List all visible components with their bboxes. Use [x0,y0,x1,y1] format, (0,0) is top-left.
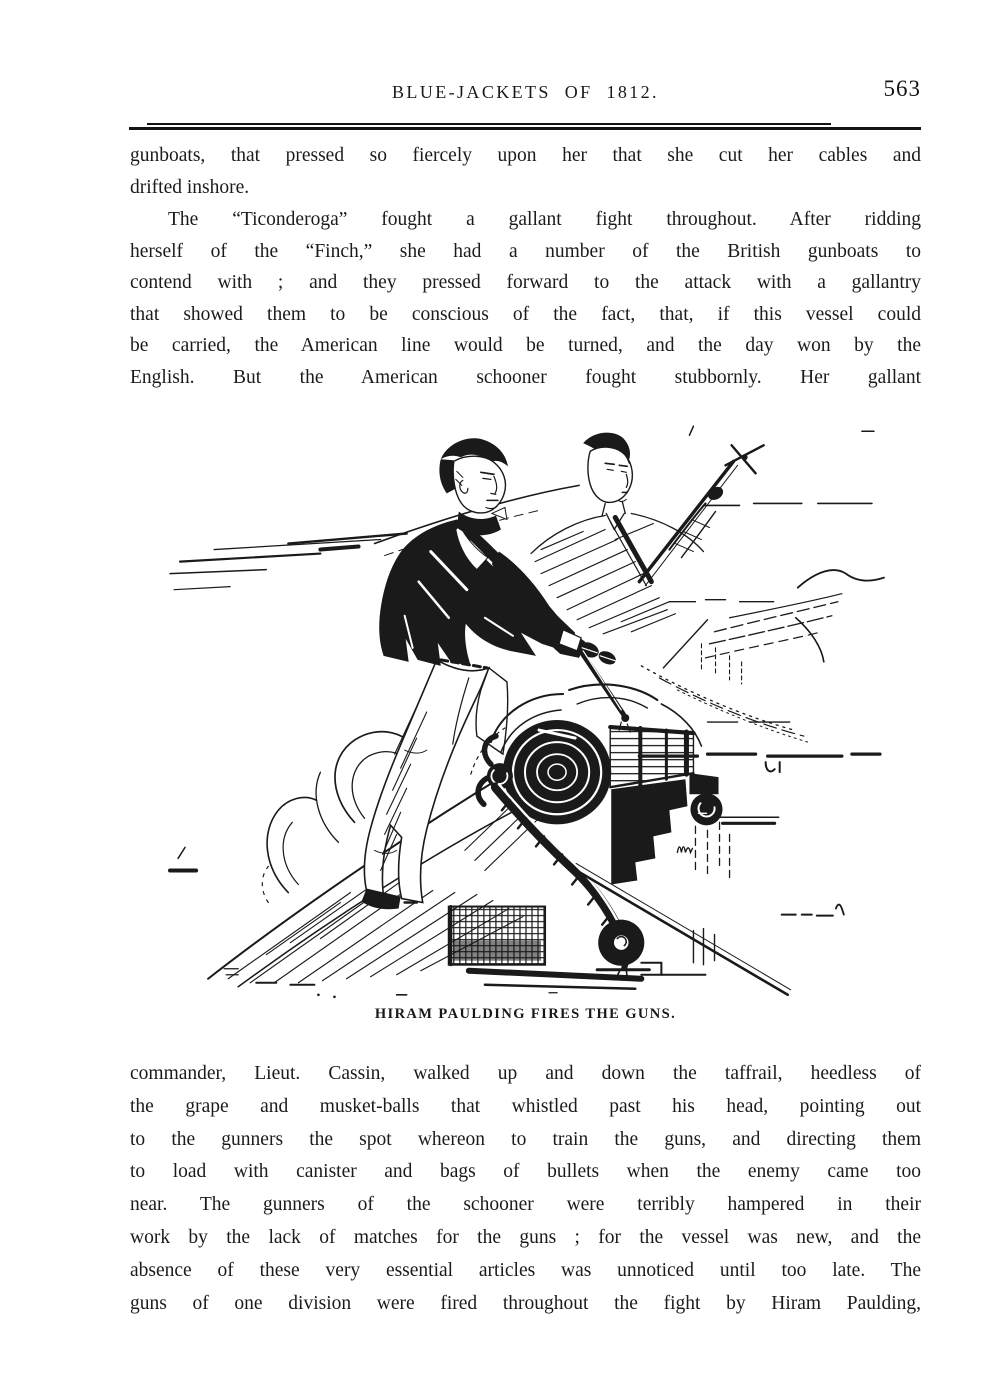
text-line: commander, Lieut. Cassin, walked up and down the taffrail, heedless of [130,1063,921,1084]
paragraph-2 [130,204,921,394]
text-line: to the gunners the spot whereon to train the guns, and directing them [130,1128,921,1150]
text-line: English. But the American schooner fought stubbornly. Her gallant [130,366,921,388]
paragraph-3 [130,1058,921,1320]
text-line: gunboats, that pressed so fiercely upon her that she cut her cables and [130,145,921,166]
figure-officer [362,438,631,909]
text-line: work by the lack of matches for the guns ; for the vessel was new, and the [130,1226,921,1248]
text-line: guns of one division were fired throughout the fight by Hiram Paulding, [130,1292,921,1314]
text-line: herself of the “Finch,” she had a number of the British gunboats to [130,240,921,262]
text-line: absence of these very essential articles was unnoticed until too late. The [130,1259,921,1281]
text-line: contend with ; and they pressed forward to the attack with a gallantry [130,272,921,294]
figure-sailor [531,433,764,634]
text-line: to load with canister and bags of bullets when the enemy came too [130,1161,921,1183]
text-line: drifted inshore. [130,177,250,198]
text-line: be carried, the American line would be turned, and the day won by the [130,335,921,357]
text-line: the grape and musket-balls that whistled past his head, pointing out [130,1095,921,1117]
header-rule [129,127,921,130]
illustration-hiram-paulding-fires-cannon [168,418,890,1002]
paragraph-1 [130,140,921,204]
text-line: that showed them to be conscious of the fact, that, if this vessel could [130,303,921,325]
text-line: near. The gunners of the schooner were terribly hampered in their [130,1194,921,1216]
page-number: 563 [883,76,921,101]
page-header [130,76,921,110]
illustration-caption: HIRAM PAULDING FIRES THE GUNS. [374,1006,677,1022]
text-line: The “Ticonderoga” fought a gallant fight throughout. After ridding [168,209,921,230]
running-title: BLUE-JACKETS OF 1812. [392,82,659,102]
